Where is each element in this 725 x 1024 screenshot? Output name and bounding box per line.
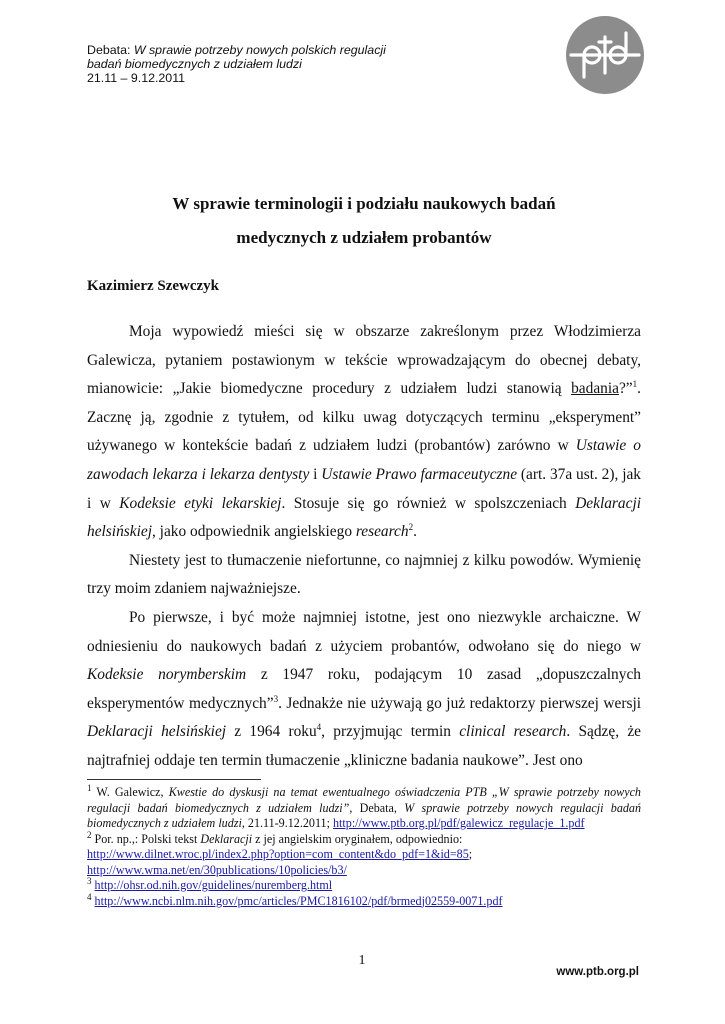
footnote-2 <box>87 829 641 879</box>
header-debate-title: W sprawie potrzeby nowych polskich regulacji <box>133 43 386 57</box>
footnote-link[interactable]: http://www.dilnet.wroc.pl/index2.php?option=com_content&do_pdf=1&id=85 <box>87 847 469 861</box>
underlined-term: badania <box>571 380 619 398</box>
italic-title: Kodeksie etyki lekarskiej <box>119 494 282 512</box>
paragraph-2: Niestety jest to tłumaczenie niefortunne, co najmniej z kilku powodów. Wymienię trzy moim zdaniem najważniejsze. <box>87 551 641 598</box>
text: z 1964 roku <box>226 723 317 741</box>
italic-title: Ustawie Prawo farmaceutyczne <box>321 465 518 483</box>
footnote-link[interactable]: http://www.wma.net/en/30publications/10policies/b3/ <box>87 862 347 877</box>
text: . Jednakże nie używają go już redaktorzy pierwszej wersji <box>278 694 641 712</box>
footnote-ref-4[interactable]: 4 <box>316 722 322 733</box>
italic-title: Kwestie do dyskusji na temat ewentualnego oświadczenia PTB „W sprawie potrzeby nowych regulacji badań biomedycznych z udziałem ludzi” <box>87 785 641 815</box>
italic-title: Deklaracji helsińskiej <box>87 723 227 741</box>
document-title <box>87 187 641 255</box>
text: . Zacznę ją, zgodnie z tytułem, od kilku uwag dotyczących terminu „eksperyment” używanego w kontekście badań z udziałem ludzi (probantów) zarówno w <box>87 380 641 455</box>
italic-title: Kodeksie norymberskim <box>87 666 247 684</box>
header-debate-title-cont: badań biomedycznych z udziałem ludzi <box>87 57 302 71</box>
italic-title: Deklaracji <box>200 831 253 846</box>
footnote-link[interactable]: http://ohsr.od.nih.gov/guidelines/nuremberg.html <box>94 878 333 892</box>
paragraph-1 <box>87 318 641 547</box>
footnote-number: 1 <box>87 782 92 793</box>
debate-header <box>87 43 527 85</box>
text: , przyjmując termin <box>321 723 460 741</box>
italic-title: W sprawie potrzeby nowych regulacji badań biomedycznych z udziałem ludzi <box>87 800 642 830</box>
separator: ; <box>468 847 473 861</box>
footnote-number: 4 <box>87 891 92 902</box>
text: . Sądzę, że najtrafniej oddaje ten termin tłumaczenie „kliniczne badania naukowe”. Jest ono <box>87 723 641 769</box>
title-line-1: W sprawie terminologii i podziału naukowych badań <box>172 194 556 213</box>
header-prefix: Debata: <box>87 43 134 57</box>
text: , jako odpowiednik angielskiego <box>151 523 356 541</box>
text: Po pierwsze, i być może najmniej istotne, jest ono niezwykle archaiczne. W odniesieniu do naukowych badań z użyciem probantów, odwołano się do niego w <box>87 608 641 655</box>
italic-title: Deklaracji helsińskiej <box>87 494 642 541</box>
footnote-ref-1[interactable]: 1 <box>632 379 638 390</box>
footnote-4 <box>87 891 641 910</box>
footnote-divider <box>87 779 261 780</box>
text: . Stosuje się go również w spolszczeniach <box>281 494 576 512</box>
footnote-link[interactable]: http://www.ptb.org.pl/pdf/galewicz_regulacje_1.pdf <box>333 816 585 830</box>
text: i <box>309 465 322 483</box>
title-line-2: medycznych z udziałem probantów <box>236 228 492 247</box>
site-url[interactable]: www.ptb.org.pl <box>556 966 639 978</box>
paragraph-3 <box>87 604 641 776</box>
text: z 1947 roku, podającym 10 zasad „dopuszczalnych eksperymentów medycznych” <box>87 666 641 712</box>
footnote-number: 2 <box>87 829 92 840</box>
italic-title: Ustawie o zawodach lekarza i lekarza dentysty <box>87 437 641 483</box>
ptb-logo <box>565 15 645 95</box>
footnote-1 <box>87 782 642 832</box>
header-dates: 21.11 – 9.12.2011 <box>87 71 186 85</box>
text: Por. np.,: Polski tekst <box>91 831 201 846</box>
text: , 21.11-9.12.2011; <box>241 816 333 830</box>
italic-term: research <box>355 523 409 541</box>
footnote-number: 3 <box>87 875 92 886</box>
footnote-link[interactable]: http://www.ncbi.nlm.nih.gov/pmc/articles/PMC1816102/pdf/brmedj02559-0071.pdf <box>94 893 503 908</box>
page-number: 1 <box>358 953 366 968</box>
footnote-3 <box>87 875 641 894</box>
text: Moja wypowiedź mieści się w obszarze zakreślonym przez Włodzimierza Galewicza, pytaniem postawionym w tekście wprowadzającym do obecnej debaty, mianowicie: „Jakie biomedyczne procedury z udziałem ludzi stanowią <box>87 323 641 398</box>
footnote-ref-3[interactable]: 3 <box>273 693 279 704</box>
text: . <box>413 523 417 541</box>
text: W. Galewicz, <box>91 785 169 799</box>
article-body <box>87 318 641 776</box>
text: ?” <box>618 380 633 398</box>
footnotes <box>87 782 642 909</box>
text: , Debata, <box>349 800 405 815</box>
text: z jej angielskim oryginałem, odpowiednio: <box>252 831 463 846</box>
text: (art. 37a ust. 2), jak i w <box>87 465 641 512</box>
footnote-ref-2[interactable]: 2 <box>408 522 414 533</box>
author-name: Kazimierz Szewczyk <box>87 278 220 294</box>
italic-term: clinical research <box>459 723 567 741</box>
